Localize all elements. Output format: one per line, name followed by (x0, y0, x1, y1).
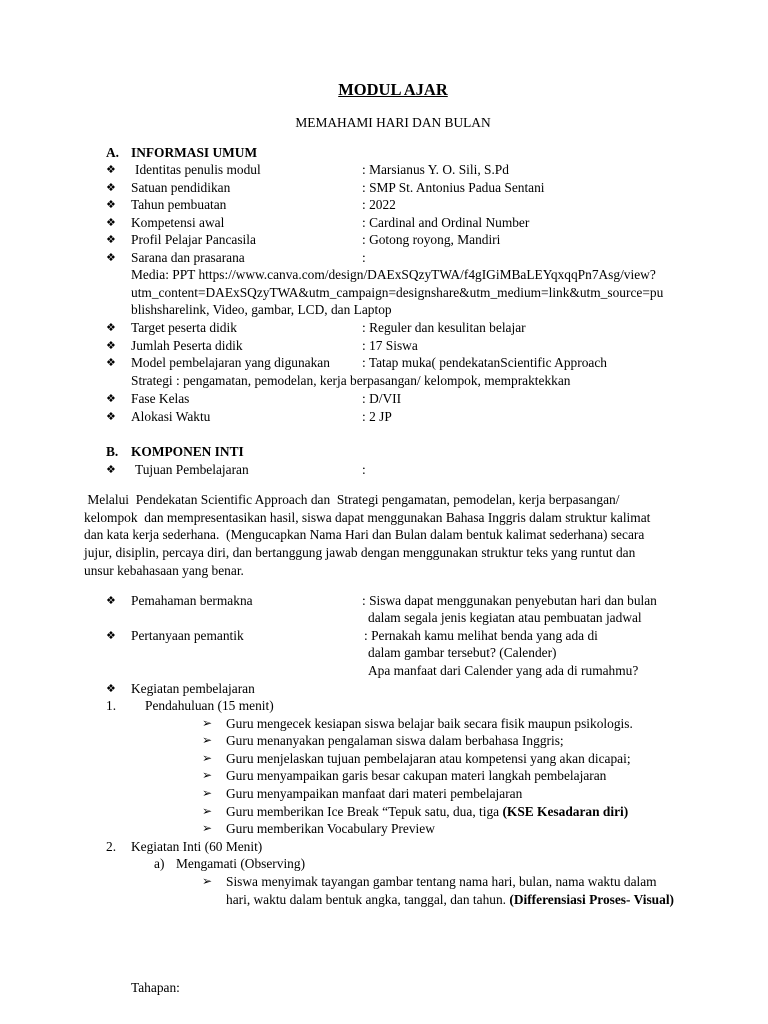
section-a-heading: INFORMASI UMUM (131, 145, 258, 160)
info-label: Identitas penulis modul (135, 162, 261, 177)
arrow-bullet-icon: ➢ (202, 821, 213, 835)
observing-text: hari, waktu dalam bentuk angka, tanggal, dan tahun. (226, 892, 510, 907)
tujuan-label: Tujuan Pembelajaran (135, 462, 249, 477)
info-value: : Reguler dan kesulitan belajar (362, 320, 526, 335)
section-b-heading: KOMPONEN INTI (131, 444, 244, 459)
info-value: : Cardinal and Ordinal Number (362, 215, 530, 230)
pemahaman-value: : Siswa dapat menggunakan penyebutan hari dan bulan (362, 593, 657, 608)
diamond-bullet-icon: ❖ (106, 392, 116, 405)
info-label: Kompetensi awal (131, 215, 225, 230)
diamond-bullet-icon: ❖ (106, 629, 116, 642)
sub-step-label: Mengamati (Observing) (176, 856, 306, 871)
diamond-bullet-icon: ❖ (106, 410, 116, 423)
tujuan-value: : (362, 462, 366, 477)
info-value: : Tatap muka( pendekatanScientific Approach (362, 355, 607, 370)
info-label: Fase Kelas (131, 391, 190, 406)
diamond-bullet-icon: ❖ (106, 682, 116, 695)
strategy-line: Strategi : pengamatan, pemodelan, kerja berpasangan/ kelompok, mempraktekkan (131, 373, 571, 388)
arrow-bullet-icon: ➢ (202, 768, 213, 782)
info-value: : D/VII (362, 391, 402, 406)
step-number: 1. (106, 698, 117, 713)
paragraph-line: unsur kebahasaan yang benar. (84, 563, 244, 578)
step-number: 2. (106, 839, 117, 854)
info-label: Satuan pendidikan (131, 180, 231, 195)
observing-line: Siswa menyimak tayangan gambar tentang nama hari, bulan, nama waktu dalam (226, 874, 657, 889)
activity-item: Guru memberikan Vocabulary Preview (226, 821, 435, 836)
diamond-bullet-icon: ❖ (106, 321, 116, 334)
pemahaman-label: Pemahaman bermakna (131, 593, 253, 608)
paragraph-line: kelompok dan mempresentasikan hasil, siswa dapat menggunakan Bahasa Inggris dalam struktur kalimat (84, 510, 651, 525)
pertanyaan-value: : Pernakah kamu melihat benda yang ada di (364, 628, 598, 643)
info-label: Alokasi Waktu (131, 409, 211, 424)
activity-item: Guru menanyakan pengalaman siswa dalam berbahasa Inggris; (226, 733, 564, 748)
pertanyaan-value: dalam gambar tersebut? (Calender) (368, 645, 557, 660)
diamond-bullet-icon: ❖ (106, 251, 116, 264)
diamond-bullet-icon: ❖ (106, 216, 116, 229)
activity-item: Guru mengecek kesiapan siswa belajar baik secara fisik maupun psikologis. (226, 716, 633, 731)
kegiatan-label: Kegiatan pembelajaran (131, 681, 255, 696)
arrow-bullet-icon: ➢ (202, 786, 213, 800)
diamond-bullet-icon: ❖ (106, 594, 116, 607)
arrow-bullet-icon: ➢ (202, 751, 213, 765)
info-value: : (362, 250, 366, 265)
info-value: : SMP St. Antonius Padua Sentani (362, 180, 545, 195)
arrow-bullet-icon: ➢ (202, 733, 213, 747)
arrow-bullet-icon: ➢ (202, 716, 213, 730)
info-value: : Marsianus Y. O. Sili, S.Pd (362, 162, 509, 177)
info-label: Profil Pelajar Pancasila (131, 232, 256, 247)
page-title: MODUL AJAR (338, 80, 448, 99)
activity-item: Guru menyampaikan garis besar cakupan materi langkah pembelajaran (226, 768, 607, 783)
info-value: : Gotong royong, Mandiri (362, 232, 501, 247)
diamond-bullet-icon: ❖ (106, 463, 116, 476)
observing-line (226, 891, 674, 908)
step-label: Kegiatan Inti (60 Menit) (131, 839, 263, 854)
diamond-bullet-icon: ❖ (106, 198, 116, 211)
paragraph-line: Melalui Pendekatan Scientific Approach dan Strategi pengamatan, pemodelan, kerja berpasangan/ (84, 492, 620, 507)
observing-bold: (Differensiasi Proses- Visual) (509, 892, 675, 907)
section-b-letter: B. (106, 444, 119, 459)
page-subtitle: MEMAHAMI HARI DAN BULAN (295, 115, 491, 130)
diamond-bullet-icon: ❖ (106, 163, 116, 176)
info-label: Model pembelajaran yang digunakan (131, 355, 330, 370)
diamond-bullet-icon: ❖ (106, 181, 116, 194)
sub-step-letter: a) (154, 856, 165, 871)
pemahaman-value: dalam segala jenis kegiatan atau pembuatan jadwal (368, 610, 642, 625)
info-label: Sarana dan prasarana (131, 250, 245, 265)
activity-item: Guru menjelaskan tujuan pembelajaran atau kompetensi yang akan dicapai; (226, 751, 631, 766)
pertanyaan-value: Apa manfaat dari Calender yang ada di rumahmu? (368, 663, 639, 678)
diamond-bullet-icon: ❖ (106, 339, 116, 352)
diamond-bullet-icon: ❖ (106, 356, 116, 369)
activity-item (226, 803, 628, 820)
ice-break-text: Guru memberikan Ice Break “Tepuk satu, dua, tiga (226, 804, 503, 819)
ice-break-bold: (KSE Kesadaran diri) (502, 804, 629, 819)
info-value: : 2022 (362, 197, 396, 212)
info-value: : 17 Siswa (362, 338, 418, 353)
media-link-line: blishsharelink, Video, gambar, LCD, dan Laptop (131, 302, 392, 317)
info-label: Jumlah Peserta didik (131, 338, 243, 353)
step-label: Pendahuluan (15 menit) (145, 698, 274, 713)
activity-item: Guru menyampaikan manfaat dari materi pembelajaran (226, 786, 523, 801)
info-label: Tahun pembuatan (131, 197, 227, 212)
paragraph-line: jujur, disiplin, percaya diri, dan bertanggung jawab dengan menggunakan struktur teks yang runtut dan (84, 545, 636, 560)
info-label: Target peserta didik (131, 320, 237, 335)
media-link-line: Media: PPT https://www.canva.com/design/DAExSQzyTWA/f4gIGiMBaLEYqxqqPn7Asg/view? (131, 267, 656, 282)
pertanyaan-label: Pertanyaan pemantik (131, 628, 244, 643)
info-value: : 2 JP (362, 409, 392, 424)
tahapan-label: Tahapan: (131, 980, 180, 995)
section-a-letter: A. (106, 145, 120, 160)
paragraph-line: dan kata kerja sederhana. (Mengucapkan Nama Hari dan Bulan dalam bentuk kalimat sederhana) secara (84, 527, 645, 542)
diamond-bullet-icon: ❖ (106, 233, 116, 246)
arrow-bullet-icon: ➢ (202, 804, 213, 818)
arrow-bullet-icon: ➢ (202, 874, 213, 888)
media-link-line: utm_content=DAExSQzyTWA&utm_campaign=designshare&utm_medium=link&utm_source=pu (131, 285, 664, 300)
